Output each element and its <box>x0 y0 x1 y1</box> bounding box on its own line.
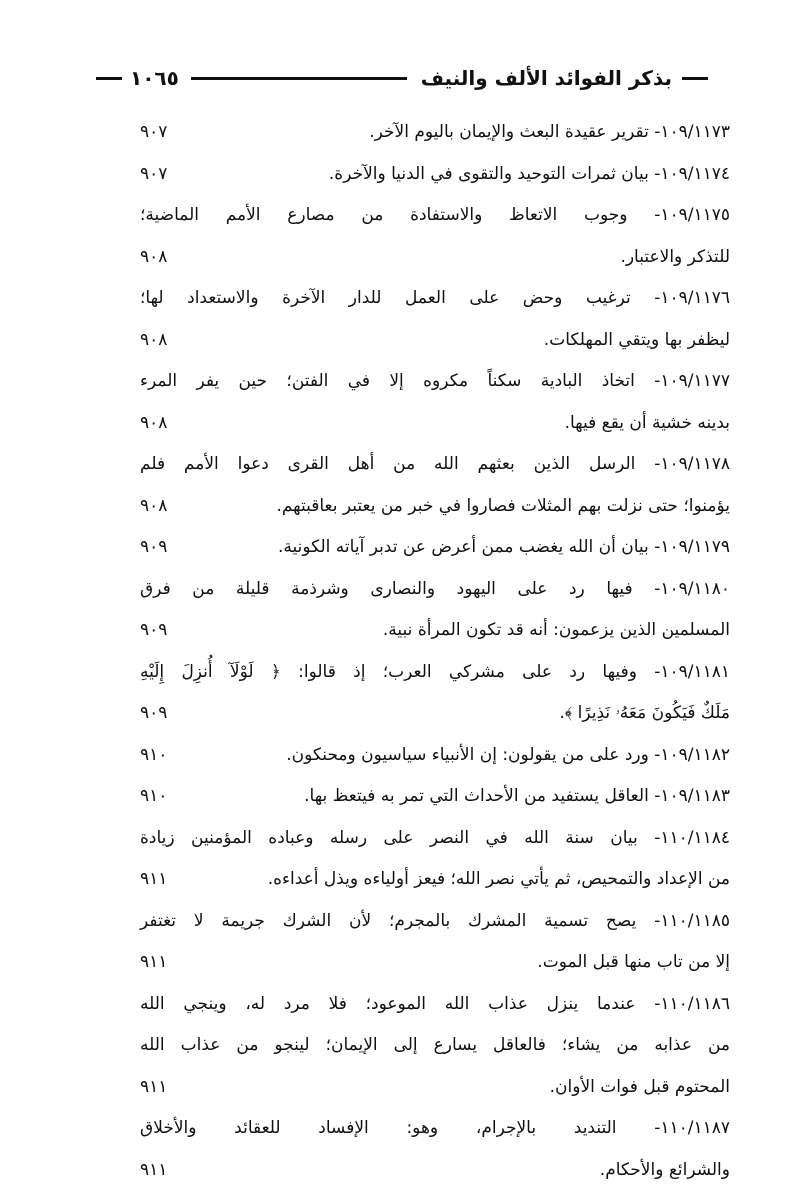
entry-page-ref: ٩٠٧ <box>140 112 180 154</box>
entry-line: للتذكر والاعتبار. <box>140 237 730 279</box>
entry-line: ١١٠/١١٨٧- التنديد بالإجرام، وهو: الإفساد للعقائد والأخلاق <box>140 1108 730 1150</box>
entry-line: من الإعداد والتمحيص، ثم يأتي نصر الله؛ فيعز أولياءه ويذل أعداءه. <box>140 859 730 901</box>
index-entry <box>140 527 730 569</box>
entry-line: يؤمنوا؛ حتى نزلت بهم المثلات فصاروا في خبر من يعتبر بعاقبتهم. <box>140 486 730 528</box>
running-header <box>92 58 712 98</box>
entry-line: ١٠٩/١١٧٣- تقرير عقيدة البعث والإيمان باليوم الآخر. <box>140 112 730 154</box>
index-entry <box>140 984 730 1109</box>
entry-line: ١٠٩/١١٨٣- العاقل يستفيد من الأحداث التي تمر به فيتعظ بها. <box>140 776 730 818</box>
index-entry <box>140 735 730 777</box>
entry-line: ١٠٩/١١٨٢- ورد على من يقولون: إن الأنبياء سياسيون ومحنكون. <box>140 735 730 777</box>
index-entry <box>140 195 730 278</box>
index-entry <box>140 444 730 527</box>
index-entry <box>140 776 730 818</box>
entry-page-ref: ٩٠٨ <box>140 237 180 279</box>
entry-line: المسلمين الذين يزعمون: أنه قد تكون المرأة نبية. <box>140 610 730 652</box>
index-entry <box>140 818 730 901</box>
index-list <box>140 112 730 1191</box>
header-title: بذكر الفوائد الألف والنيف <box>415 66 678 90</box>
entry-page-ref: ٩١١ <box>140 1067 180 1109</box>
entry-page-ref: ٩٠٧ <box>140 154 180 196</box>
entry-page-ref: ٩٠٨ <box>140 320 180 362</box>
entry-line: والشرائع والأحكام. <box>140 1150 730 1191</box>
header-dash-left <box>96 77 122 80</box>
entry-line: ١٠٩/١١٧٧- اتخاذ البادية سكناً مكروه إلا في الفتن؛ حين يفر المرء <box>140 361 730 403</box>
index-entry <box>140 569 730 652</box>
entry-line: ١١٠/١١٨٦- عندما ينزل عذاب الله الموعود؛ فلا مرد له، وينجي الله <box>140 984 730 1026</box>
index-entry <box>140 278 730 361</box>
entry-line: ١٠٩/١١٨١- وفيها رد على مشركي العرب؛ إذ قالوا: ﴿ لَوْلَآ أُنزِلَ إِلَيْهِ <box>140 652 730 694</box>
entry-page-ref: ٩٠٩ <box>140 610 180 652</box>
header-dash-right <box>682 77 708 80</box>
entry-line: ١٠٩/١١٧٤- بيان ثمرات التوحيد والتقوى في الدنيا والآخرة. <box>140 154 730 196</box>
entry-line: ١١٠/١١٨٥- يصح تسمية المشرك بالمجرم؛ لأن الشرك جريمة لا تغتفر <box>140 901 730 943</box>
entry-line: ١٠٩/١١٧٩- بيان أن الله يغضب ممن أعرض عن تدبر آياته الكونية. <box>140 527 730 569</box>
entry-page-ref: ٩١٠ <box>140 735 180 777</box>
entry-page-ref: ٩١١ <box>140 1150 180 1191</box>
entry-line: ١٠٩/١١٨٠- فيها رد على اليهود والنصارى وشرذمة قليلة من فرق <box>140 569 730 611</box>
entry-line: ١٠٩/١١٧٦- ترغيب وحض على العمل للدار الآخرة والاستعداد لها؛ <box>140 278 730 320</box>
entry-line: المحتوم قبل فوات الأوان. <box>140 1067 730 1109</box>
entry-line: ١١٠/١١٨٤- بيان سنة الله في النصر على رسله وعباده المؤمنين زيادة <box>140 818 730 860</box>
index-entry <box>140 112 730 154</box>
entry-page-ref: ٩٠٩ <box>140 693 180 735</box>
entry-line: ١٠٩/١١٧٨- الرسل الذين بعثهم الله من أهل القرى دعوا الأمم فلم <box>140 444 730 486</box>
entry-page-ref: ٩١٠ <box>140 776 180 818</box>
header-rule <box>191 77 407 80</box>
entry-page-ref: ٩١١ <box>140 859 180 901</box>
entry-line: من عذابه من يشاء؛ فالعاقل يسارع إلى الإيمان؛ لينجو من عذاب الله <box>140 1025 730 1067</box>
entry-page-ref: ٩١١ <box>140 942 180 984</box>
index-entry <box>140 901 730 984</box>
entry-page-ref: ٩٠٨ <box>140 486 180 528</box>
entry-line: بدينه خشية أن يقع فيها. <box>140 403 730 445</box>
page-number: ١٠٦٥ <box>126 66 183 90</box>
entry-page-ref: ٩٠٩ <box>140 527 180 569</box>
entry-line: ليظفر بها ويتقي المهلكات. <box>140 320 730 362</box>
entry-page-ref: ٩٠٨ <box>140 403 180 445</box>
entry-line: ١٠٩/١١٧٥- وجوب الاتعاظ والاستفادة من مصارع الأمم الماضية؛ <box>140 195 730 237</box>
entry-line: إلا من تاب منها قبل الموت. <box>140 942 730 984</box>
index-entry <box>140 652 730 735</box>
index-entry <box>140 154 730 196</box>
index-entry <box>140 361 730 444</box>
entry-line: مَلَكٌ فَيَكُونَ مَعَهُۥ نَذِيرًا ﴾. <box>140 693 730 735</box>
index-entry <box>140 1108 730 1191</box>
